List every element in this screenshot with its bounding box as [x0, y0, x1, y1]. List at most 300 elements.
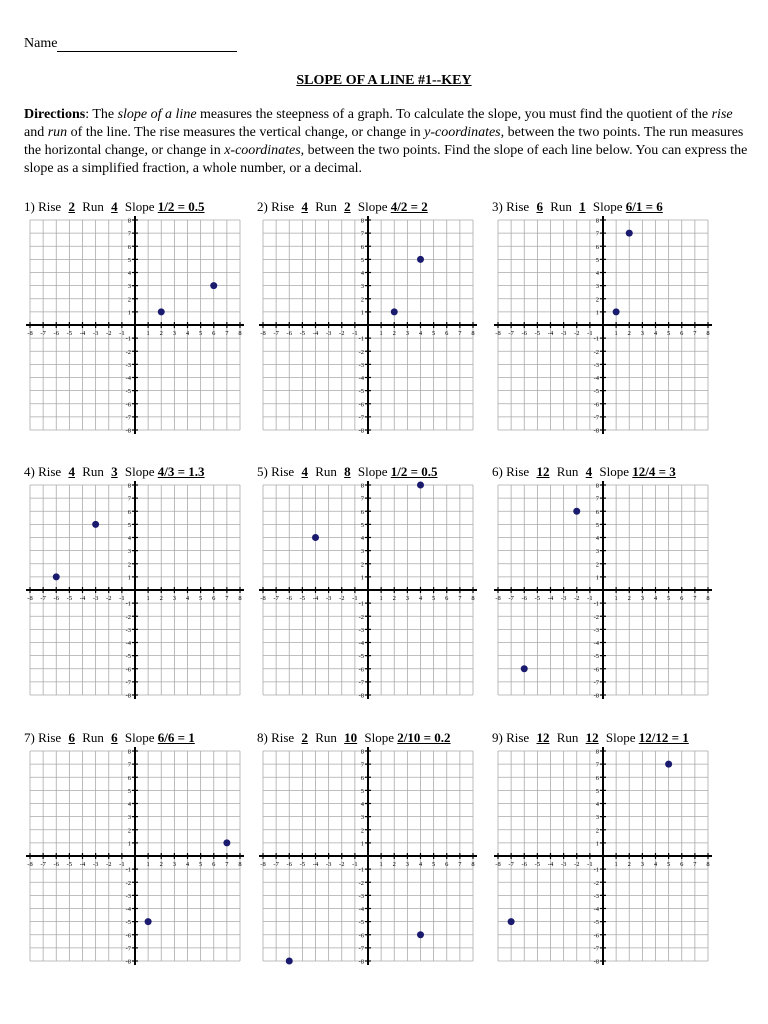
y-tick-label: 5: [127, 787, 131, 795]
name-blank[interactable]: [57, 38, 237, 52]
x-tick-label: 2: [159, 330, 163, 337]
x-tick-label: 1: [614, 861, 618, 868]
x-tick-label: 5: [667, 595, 671, 602]
y-tick-label: 1: [360, 574, 364, 582]
y-tick-label: -5: [358, 653, 364, 661]
name-label: Name: [24, 36, 58, 51]
y-tick-label: -7: [125, 679, 131, 687]
problem-3: [492, 198, 722, 435]
y-tick-label: 5: [360, 787, 364, 795]
x-tick-label: 4: [185, 861, 190, 868]
run-answer: 2: [344, 199, 351, 214]
x-tick-label: -3: [560, 330, 567, 337]
y-tick-label: -2: [358, 613, 364, 621]
problem-5: [257, 463, 487, 700]
x-tick-label: -3: [560, 595, 567, 602]
y-tick-label: -7: [593, 679, 599, 687]
y-tick-label: 4: [127, 801, 131, 808]
x-tick-label: -3: [325, 330, 332, 337]
y-tick-label: 8: [127, 217, 131, 225]
y-tick-label: 3: [127, 548, 131, 556]
coordinate-grid: [492, 745, 714, 967]
x-tick-label: 8: [238, 861, 242, 868]
problem-number: 2): [257, 199, 268, 214]
rise-label: Rise: [38, 464, 62, 479]
x-tick-label: 3: [172, 330, 176, 337]
y-tick-label: 7: [360, 495, 364, 503]
x-tick-label: -1: [587, 595, 593, 602]
y-tick-label: -4: [593, 375, 599, 382]
x-tick-label: -6: [286, 861, 292, 868]
problem-number: 9): [492, 730, 503, 745]
rise-answer: 4: [301, 199, 308, 214]
x-tick-label: -5: [299, 595, 306, 602]
run-label: Run: [315, 464, 337, 479]
name-field[interactable]: [24, 36, 237, 52]
y-tick-label: -6: [125, 932, 131, 940]
x-tick-label: -4: [79, 861, 86, 868]
y-tick-label: -8: [593, 427, 599, 435]
x-tick-label: 7: [458, 330, 462, 337]
plot-point: [312, 534, 319, 541]
x-tick-label: -2: [106, 595, 112, 602]
x-tick-label: -1: [352, 861, 358, 868]
x-tick-label: -3: [92, 330, 99, 337]
x-tick-label: 6: [212, 595, 216, 602]
x-tick-label: 4: [653, 595, 658, 602]
slope-answer: 12/4 = 3: [632, 464, 676, 479]
rise-answer: 4: [301, 464, 308, 479]
y-tick-label: 5: [595, 256, 599, 264]
x-tick-label: 7: [225, 595, 229, 602]
y-tick-label: 8: [595, 748, 599, 756]
coordinate-grid: [24, 479, 246, 701]
x-tick-label: -2: [106, 861, 112, 868]
x-tick-label: -2: [574, 330, 580, 337]
run-answer: 4: [585, 464, 593, 479]
y-tick-label: -7: [358, 414, 364, 422]
x-tick-label: -2: [574, 861, 580, 868]
y-tick-label: -5: [593, 653, 599, 661]
x-tick-label: 5: [199, 330, 203, 337]
directions-term: x-coordinates: [224, 143, 301, 158]
y-tick-label: 4: [595, 801, 599, 808]
y-tick-label: 7: [595, 230, 599, 238]
y-tick-label: 3: [595, 814, 599, 822]
y-tick-label: 3: [127, 814, 131, 822]
x-tick-label: 5: [432, 330, 436, 337]
y-tick-label: -8: [358, 692, 364, 700]
x-tick-label: -7: [273, 595, 279, 602]
x-tick-label: 1: [146, 595, 150, 602]
problem-9: [492, 729, 722, 966]
y-tick-label: 6: [595, 774, 599, 782]
y-tick-label: 6: [595, 243, 599, 251]
x-tick-label: 2: [159, 595, 163, 602]
x-tick-label: 6: [680, 861, 684, 868]
slope-label: Slope: [357, 464, 388, 479]
y-tick-label: 6: [360, 243, 364, 251]
y-tick-label: -3: [125, 626, 131, 634]
x-tick-label: -7: [40, 330, 46, 337]
page-title: SLOPE OF A LINE #1--KEY: [296, 73, 472, 88]
slope-answer: 12/12 = 1: [638, 730, 689, 745]
y-tick-label: -5: [593, 919, 599, 927]
y-tick-label: -4: [593, 640, 599, 647]
plot-point: [417, 256, 424, 263]
problem-1: [24, 198, 254, 435]
directions-text: : The: [85, 107, 118, 122]
x-tick-label: -3: [325, 861, 332, 868]
y-tick-label: -4: [593, 906, 599, 913]
x-tick-label: 4: [653, 861, 658, 868]
problem-6: [492, 463, 722, 700]
x-tick-label: -7: [508, 861, 514, 868]
y-tick-label: -3: [593, 361, 599, 369]
rise-answer: 4: [68, 464, 75, 479]
y-tick-label: -3: [358, 626, 364, 634]
y-tick-label: -3: [593, 626, 599, 634]
x-tick-label: -4: [312, 861, 319, 868]
rise-label: Rise: [271, 199, 295, 214]
y-tick-label: 2: [360, 296, 364, 304]
x-tick-label: 3: [172, 595, 176, 602]
x-tick-label: 6: [212, 861, 216, 868]
y-tick-label: -7: [593, 414, 599, 422]
x-tick-label: 8: [471, 595, 475, 602]
y-tick-label: -8: [125, 692, 131, 700]
y-tick-label: -2: [125, 879, 131, 887]
plot-point: [92, 521, 99, 528]
y-tick-label: 2: [127, 827, 131, 835]
x-tick-label: -7: [273, 330, 279, 337]
y-tick-label: 5: [595, 521, 599, 529]
y-tick-label: 1: [127, 574, 131, 582]
y-tick-label: 7: [127, 495, 131, 503]
rise-answer: 2: [301, 730, 308, 745]
y-tick-label: 6: [360, 508, 364, 516]
x-tick-label: 1: [379, 595, 383, 602]
plot-point: [391, 308, 398, 315]
y-tick-label: -6: [358, 666, 364, 674]
x-tick-label: -8: [495, 595, 501, 602]
y-tick-label: -1: [358, 866, 364, 874]
x-tick-label: 3: [405, 330, 409, 337]
y-tick-label: 4: [595, 270, 599, 277]
run-label: Run: [315, 730, 337, 745]
rise-label: Rise: [271, 464, 295, 479]
x-tick-label: 4: [418, 861, 423, 868]
x-tick-label: -2: [339, 330, 345, 337]
x-tick-label: -8: [260, 330, 266, 337]
x-tick-label: 8: [706, 861, 710, 868]
y-tick-label: 8: [127, 748, 131, 756]
rise-answer: 12: [536, 730, 550, 745]
y-tick-label: -1: [593, 866, 599, 874]
run-label: Run: [556, 464, 579, 479]
x-tick-label: 7: [225, 861, 229, 868]
y-tick-label: 7: [127, 230, 131, 238]
x-tick-label: 8: [706, 330, 710, 337]
rise-label: Rise: [506, 199, 530, 214]
y-tick-label: 4: [127, 270, 131, 277]
y-tick-label: -2: [125, 613, 131, 621]
y-tick-label: 1: [127, 309, 131, 317]
x-tick-label: -5: [66, 595, 73, 602]
plot-point: [210, 282, 217, 289]
x-tick-label: 5: [667, 861, 671, 868]
problem-8: [257, 729, 487, 966]
x-tick-label: -3: [325, 595, 332, 602]
plot-point: [508, 918, 515, 925]
rise-label: Rise: [38, 199, 62, 214]
run-answer: 8: [344, 464, 351, 479]
y-tick-label: 1: [595, 840, 599, 848]
y-tick-label: 5: [360, 521, 364, 529]
y-tick-label: 7: [595, 761, 599, 769]
y-tick-label: -1: [125, 335, 131, 343]
x-tick-label: -1: [119, 330, 125, 337]
rise-label: Rise: [38, 730, 62, 745]
slope-label: Slope: [592, 199, 623, 214]
y-tick-label: 1: [360, 840, 364, 848]
x-tick-label: 7: [693, 861, 697, 868]
y-tick-label: 5: [595, 787, 599, 795]
directions-lead: Directions: [24, 107, 86, 122]
plot-point: [573, 508, 580, 515]
x-tick-label: 1: [379, 330, 383, 337]
slope-label: Slope: [605, 730, 636, 745]
y-tick-label: 1: [595, 309, 599, 317]
slope-label: Slope: [124, 464, 155, 479]
x-tick-label: -8: [495, 330, 501, 337]
directions-term: slope of a line: [117, 107, 197, 122]
plot-point: [158, 308, 165, 315]
coordinate-grid: [257, 214, 479, 436]
y-tick-label: 8: [595, 217, 599, 225]
directions-term: rise: [711, 107, 733, 122]
x-tick-label: -6: [53, 861, 59, 868]
x-tick-label: -6: [53, 595, 59, 602]
coordinate-grid: [257, 479, 479, 701]
x-tick-label: -5: [66, 861, 73, 868]
x-tick-label: 4: [418, 330, 423, 337]
x-tick-label: -7: [40, 861, 46, 868]
plot-point: [665, 761, 672, 768]
x-tick-label: 2: [159, 861, 163, 868]
y-tick-label: 4: [595, 535, 599, 542]
slope-answer: 4/2 = 2: [390, 199, 428, 214]
directions-text: of the line. The rise measures the vertical change, or change in: [67, 125, 425, 140]
x-tick-label: -1: [587, 861, 593, 868]
x-tick-label: -2: [106, 330, 112, 337]
y-tick-label: -1: [125, 866, 131, 874]
x-tick-label: 4: [418, 595, 423, 602]
plot-point: [145, 918, 152, 925]
plot-point: [417, 482, 424, 489]
y-tick-label: 7: [360, 230, 364, 238]
problem-number: 3): [492, 199, 503, 214]
y-tick-label: -2: [593, 348, 599, 356]
y-tick-label: 2: [595, 296, 599, 304]
x-tick-label: -2: [339, 861, 345, 868]
x-tick-label: -6: [286, 330, 292, 337]
y-tick-label: 8: [360, 217, 364, 225]
rise-label: Rise: [506, 464, 530, 479]
y-tick-label: -3: [125, 892, 131, 900]
y-tick-label: 6: [127, 508, 131, 516]
x-tick-label: 8: [238, 595, 242, 602]
y-tick-label: 6: [595, 508, 599, 516]
slope-label: Slope: [124, 730, 155, 745]
x-tick-label: 3: [640, 330, 644, 337]
x-tick-label: -5: [534, 330, 541, 337]
x-tick-label: 6: [445, 861, 449, 868]
x-tick-label: 3: [405, 861, 409, 868]
y-tick-label: 1: [595, 574, 599, 582]
run-answer: 10: [344, 730, 358, 745]
y-tick-label: -8: [125, 958, 131, 966]
slope-label: Slope: [599, 464, 630, 479]
slope-answer: 4/3 = 1.3: [157, 464, 205, 479]
run-answer: 3: [111, 464, 118, 479]
y-tick-label: 5: [127, 521, 131, 529]
y-tick-label: -6: [125, 401, 131, 409]
slope-label: Slope: [124, 199, 155, 214]
x-tick-label: 2: [392, 861, 396, 868]
coordinate-grid: [257, 745, 479, 967]
y-tick-label: -8: [358, 958, 364, 966]
y-tick-label: -8: [358, 427, 364, 435]
y-tick-label: 8: [127, 482, 131, 490]
x-tick-label: 6: [212, 330, 216, 337]
y-tick-label: 2: [127, 561, 131, 569]
x-tick-label: 5: [199, 861, 203, 868]
y-tick-label: -2: [125, 348, 131, 356]
run-label: Run: [315, 199, 337, 214]
slope-label: Slope: [357, 199, 388, 214]
y-tick-label: -2: [593, 879, 599, 887]
plot-point: [417, 931, 424, 938]
y-tick-label: -5: [593, 388, 599, 396]
x-tick-label: -8: [260, 861, 266, 868]
y-tick-label: 2: [127, 296, 131, 304]
y-tick-label: 8: [360, 748, 364, 756]
x-tick-label: -7: [273, 861, 279, 868]
y-tick-label: 4: [360, 535, 364, 542]
coordinate-grid: [24, 745, 246, 967]
slope-answer: 6/1 = 6: [625, 199, 663, 214]
rise-label: Rise: [506, 730, 530, 745]
y-tick-label: 3: [127, 283, 131, 291]
y-tick-label: -4: [358, 640, 364, 647]
x-tick-label: 5: [667, 330, 671, 337]
y-tick-label: -4: [125, 640, 131, 647]
y-tick-label: -5: [358, 388, 364, 396]
y-tick-label: -1: [358, 600, 364, 608]
run-label: Run: [550, 199, 572, 214]
x-tick-label: -8: [27, 595, 33, 602]
x-tick-label: -7: [40, 595, 46, 602]
x-tick-label: -8: [260, 595, 266, 602]
y-tick-label: 1: [127, 840, 131, 848]
slope-label: Slope: [364, 730, 395, 745]
x-tick-label: -5: [299, 330, 306, 337]
y-tick-label: -3: [125, 361, 131, 369]
x-tick-label: -5: [534, 595, 541, 602]
y-tick-label: 3: [595, 548, 599, 556]
x-tick-label: -4: [79, 595, 86, 602]
x-tick-label: -6: [53, 330, 59, 337]
y-tick-label: 4: [360, 270, 364, 277]
x-tick-label: 7: [458, 595, 462, 602]
y-tick-label: -6: [593, 666, 599, 674]
x-tick-label: -7: [508, 595, 514, 602]
y-tick-label: 7: [595, 495, 599, 503]
rise-answer: 6: [536, 199, 543, 214]
y-tick-label: -7: [125, 414, 131, 422]
y-tick-label: -5: [125, 653, 131, 661]
y-tick-label: -6: [593, 401, 599, 409]
x-tick-label: -7: [508, 330, 514, 337]
y-tick-label: -6: [125, 666, 131, 674]
directions-text: , between the two points. The run measures the horizontal change, or change in: [24, 125, 744, 158]
x-tick-label: 6: [680, 595, 684, 602]
x-tick-label: 7: [693, 330, 697, 337]
y-tick-label: -7: [593, 945, 599, 953]
problem-number: 7): [24, 730, 35, 745]
run-answer: 6: [111, 730, 118, 745]
x-tick-label: -4: [312, 595, 319, 602]
y-tick-label: -7: [358, 679, 364, 687]
x-tick-label: -4: [312, 330, 319, 337]
coordinate-grid: [24, 214, 246, 436]
y-tick-label: 7: [127, 761, 131, 769]
y-tick-label: -6: [358, 932, 364, 940]
y-tick-label: -4: [358, 375, 364, 382]
x-tick-label: -4: [547, 595, 554, 602]
x-tick-label: 2: [392, 595, 396, 602]
x-tick-label: -8: [27, 861, 33, 868]
x-tick-label: -3: [92, 861, 99, 868]
x-tick-label: -3: [92, 595, 99, 602]
y-tick-label: -7: [125, 945, 131, 953]
plot-point: [286, 958, 293, 965]
slope-answer: 2/10 = 0.2: [397, 730, 451, 745]
x-tick-label: -6: [521, 861, 527, 868]
x-tick-label: -1: [119, 595, 125, 602]
directions-paragraph: [24, 106, 748, 178]
x-tick-label: 1: [146, 861, 150, 868]
x-tick-label: 4: [653, 330, 658, 337]
x-tick-label: -6: [286, 595, 292, 602]
coordinate-grid: [492, 479, 714, 701]
y-tick-label: 8: [595, 482, 599, 490]
y-tick-label: -7: [358, 945, 364, 953]
x-tick-label: 3: [172, 861, 176, 868]
x-tick-label: -5: [534, 861, 541, 868]
x-tick-label: -3: [560, 861, 567, 868]
x-tick-label: -5: [66, 330, 73, 337]
x-tick-label: 4: [185, 595, 190, 602]
y-tick-label: -2: [593, 613, 599, 621]
x-tick-label: -8: [27, 330, 33, 337]
y-tick-label: -4: [125, 906, 131, 913]
x-tick-label: 1: [146, 330, 150, 337]
x-tick-label: 2: [392, 330, 396, 337]
rise-answer: 12: [536, 464, 550, 479]
y-tick-label: 3: [360, 548, 364, 556]
